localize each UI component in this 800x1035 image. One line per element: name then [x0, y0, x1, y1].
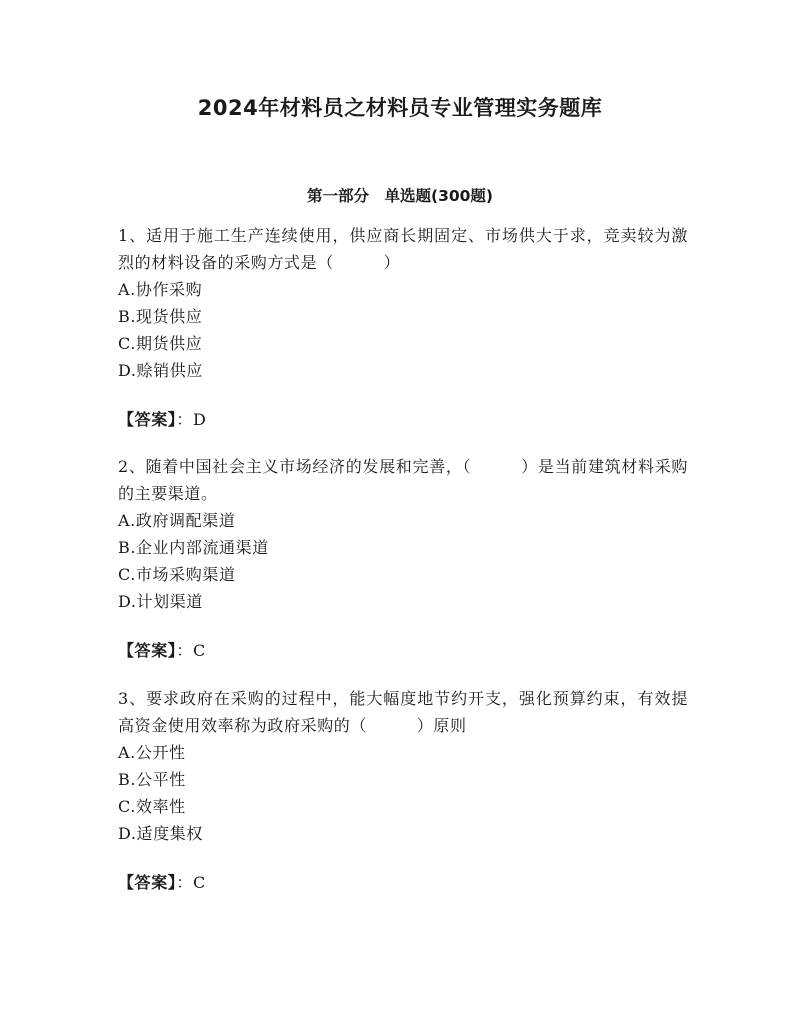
question-stem: 3、要求政府在采购的过程中，能大幅度地节约开支，强化预算约束，有效提高资金使用效率称为政府采购的（ ）原则 [118, 689, 688, 735]
answer-line [118, 406, 688, 433]
option-c: C.效率性 [118, 797, 186, 816]
answer-value: ：C [176, 641, 206, 660]
answer-value: ：C [176, 873, 206, 892]
option-b: B.企业内部流通渠道 [118, 538, 269, 557]
answer-value: ：D [176, 410, 207, 429]
option-d: D.适度集权 [118, 824, 203, 843]
option-a: A.政府调配渠道 [118, 511, 236, 530]
option-d: D.赊销供应 [118, 361, 203, 380]
option-b: B.公平性 [118, 770, 186, 789]
answer-line [118, 869, 688, 896]
option-a: A.公开性 [118, 743, 186, 762]
question-2 [118, 453, 688, 664]
option-c: C.期货供应 [118, 334, 203, 353]
option-b: B.现货供应 [118, 307, 203, 326]
answer-label: 【答案】 [118, 410, 177, 429]
question-3 [118, 685, 688, 896]
option-c: C.市场采购渠道 [118, 565, 236, 584]
option-a: A.协作采购 [118, 280, 203, 299]
question-1 [118, 222, 688, 433]
question-stem: 1、适用于施工生产连续使用，供应商长期固定、市场供大于求，竞卖较为激烈的材料设备的采购方式是（ ） [118, 226, 688, 272]
answer-label: 【答案】 [118, 873, 177, 892]
answer-line [118, 637, 688, 664]
question-stem: 2、随着中国社会主义市场经济的发展和完善，（ ）是当前建筑材料采购的主要渠道。 [118, 457, 688, 503]
answer-label: 【答案】 [118, 641, 177, 660]
document-title: 2024年材料员之材料员专业管理实务题库 [197, 96, 603, 120]
option-d: D.计划渠道 [118, 592, 203, 611]
section-title: 第一部分 单选题(300题) [306, 187, 494, 205]
